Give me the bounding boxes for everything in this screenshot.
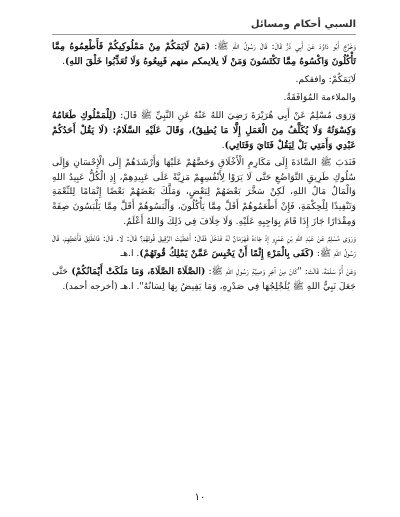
paragraph-abu-dawud: وَخَرَّجَ أَبُو دَاوُدَ عَنْ أَبِي ذَرٍّ قَالَ: قَالَ رَسُولُ اللهِ ﷺ: (مَنْ لَايَمَكُمْ مِنْ مَمْلُوكِيكُمْ فَأَطْعِمُوهُ مِمَّا تَأْكُلُونَ وَاكْسُوهُ مِمَّا تَكْتَسُونَ وَمَنْ لَا يلايمكم منهم فَبِيعُوهُ وَلَا تُعَذِّبُوا خَلْقَ اللهِ). xyxy=(52,41,356,67)
paragraph-muslim-abdullah: وَرَوَى مُسْلِمٌ عَنْ عَبْدِ اللهِ بْنِ عَمْرٍو إِذْ جَاءَهُ قَهْرَمَانٌ لَهُ فَدَخَلَ فَقَالَ: أَعْطَيْتَ الرَّقِيقَ قُوتَهُمْ؟ قَالَ: لَا. قَالَ: فَانْطَلِقْ فَأَعْطِهِمْ، قَالَ رَسُولُ اللهِ ﷺ: (كَفَى بِالْمَرْءِ إِثْمًا أَنْ يَحْبِسَ عَمَّنْ يَمْلِكُ قُوتَهُمْ). ا.هـ xyxy=(52,233,356,259)
hadith-text: (الصَّلَاةَ الصَّلَاةَ، وَمَا مَلَكَتْ أَيْمَانُكُمْ) xyxy=(71,266,206,278)
paragraph-commentary: فَنَدَبَ ﷺ السَّادَةَ إِلَى مَكَارِمِ الْأَخْلَاقِ وَحَضَّهُمْ عَلَيْهَا وَأَرْشَدَهُمْ إِلَى الْإِحْسَانِ وَإِلَى سُلُوكِ طَرِيقِ التَّوَاضُعِ حَتَّى لَا يَرَوْا لِأَنْفُسِهِمْ مَزِيَّةً عَلَى عَبِيدِهِمْ، إِذِ الْكُلُّ عَبِيدُ اللهِ وَالْمَالُ مَالُ اللهِ، لَكِنْ سَخَّرَ بَعْضَهُمْ لِبَعْضٍ، وَمَلَّكَ بَعْضَهُمْ بَعْضًا إِتْمَامًا لِلنِّعْمَةِ وَتَنْفِيذًا لِلْحِكْمَةِ، فَإِنْ أَطْعَمُوهُمْ أَقَلَّ مِمَّا يَأْكُلُونَ، وَأَلْبَسُوهُمْ أَقَلَّ مِمَّا يَلْبَسُونَ صِفَةً وَمِقْدَارًا جَازَ إِذَا قَامَ بِوَاجِبِهِ عَلَيْهِ. وَلَا خِلَافَ فِي ذَلِكَ وَاللهُ أَعْلَمُ. xyxy=(52,157,356,227)
header-title: السبي أحكام ومسائل xyxy=(250,19,356,30)
definition-line: لَايَمَكُمْ: وافقكم. xyxy=(295,74,356,86)
definition-line: والملاءمة المُوَافَقَةُ. xyxy=(283,91,356,103)
running-header xyxy=(52,12,356,35)
hadith-text: (لِلْمَمْلُوكِ طَعَامُهُ وَكِسْوَتُهُ وَلَا يُكَلَّفُ مِنَ الْعَمَلِ إِلَّا مَا يُطِيقُ)، وَقَالَ عَلَيْهِ السَّلَامُ: (لَا يَقُلْ أَحَدُكُمْ عَبْدِي وَأَمَتِي بَلْ لِيَقُلْ فَتَايَ وَفَتَاتِي) xyxy=(52,110,356,151)
hadith-text: (كَفَى بِالْمَرْءِ إِثْمًا أَنْ يَحْبِسَ عَمَّنْ يَمْلِكُ قُوتَهُمْ) xyxy=(139,247,314,259)
main-text xyxy=(52,40,356,298)
hadith-text: (مَنْ لَايَمَكُمْ مِنْ مَمْلُوكِيكُمْ فَأَطْعِمُوهُ مِمَّا تَأْكُلُونَ وَاكْسُوهُ مِمَّا تَكْتَسُونَ وَمَنْ لَا يلايمكم منهم فَبِيعُوهُ وَلَا تُعَذِّبُوا خَلْقَ اللهِ) xyxy=(52,41,356,67)
paragraph-umm-salama: وَعَنْ أُمِّ سَلَمَةَ، قَالَتْ: "كَانَ مِنْ آخِرِ وَصِيَّةِ رَسُولِ اللهِ ﷺ: (الصَّلَاةَ الصَّلَاةَ، وَمَا مَلَكَتْ أَيْمَانُكُمْ) حَتَّى جَعَلَ نَبِيُّ اللهِ ﷺ يُلَجْلِجُهَا فِي صَدْرِهِ، وَمَا يَفِيضُ بِهَا لِسَانُهُ". ا.هـ (أخرجه أحمد). xyxy=(52,266,356,292)
paragraph-muslim-abu-hurayra: وَرَوَى مُسْلِمٌ عَنْ أَبِي هُرَيْرَةَ رَضِيَ اللهُ عَنْهُ عَنِ النَّبِيِّ ﷺ قَالَ: (لِلْمَمْلُوكِ طَعَامُهُ وَكِسْوَتُهُ وَلَا يُكَلَّفُ مِنَ الْعَمَلِ إِلَّا مَا يُطِيقُ)، وَقَالَ عَلَيْهِ السَّلَامُ: (لَا يَقُلْ أَحَدُكُمْ عَبْدِي وَأَمَتِي بَلْ لِيَقُلْ فَتَايَ وَفَتَاتِي). xyxy=(52,110,356,151)
page-number: ١٠ xyxy=(194,492,206,503)
